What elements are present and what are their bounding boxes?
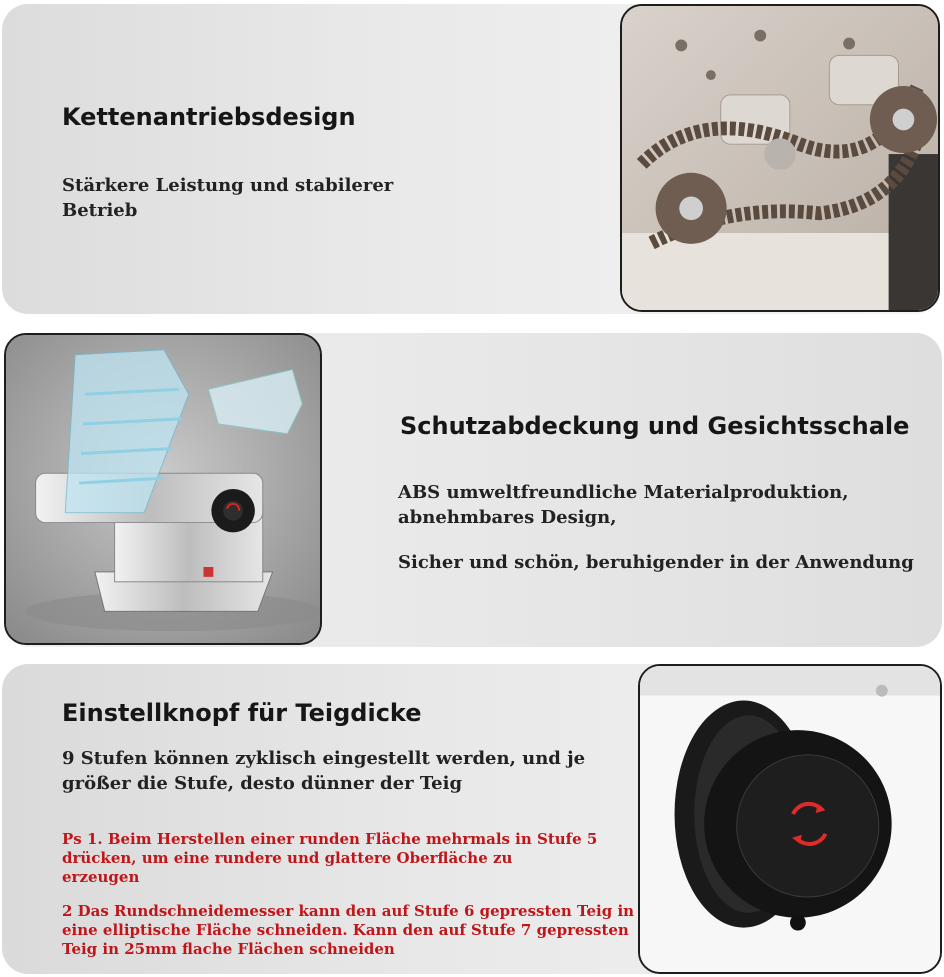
text-line: Betrieb: [62, 200, 138, 221]
section-text-thickness-knob: [62, 746, 585, 796]
text-line: größer die Stufe, desto dünner der Teig: [62, 773, 463, 794]
text-line: Sicher und schön, beruhigender in der Anwendung: [398, 552, 914, 573]
section-title-thickness-knob: Einstellknopf für Teigdicke: [62, 699, 422, 727]
section-text-cover: [398, 480, 914, 575]
thickness-knob-photo: [638, 664, 942, 974]
note-line: 2 Das Rundschneidemesser kann den auf Stufe 6 gepressten Teig in: [62, 902, 635, 920]
text-line: abnehmbares Design,: [398, 507, 617, 528]
usage-note-1: [62, 830, 597, 887]
note-line: Teig in 25mm flache Flächen schneiden: [62, 940, 395, 958]
text-line: Stärkere Leistung und stabilerer: [62, 175, 394, 196]
note-line: erzeugen: [62, 868, 140, 886]
pasta-machine-cover-photo: [4, 333, 322, 645]
section-title-chain-drive: Kettenantriebsdesign: [62, 103, 356, 131]
text-line: ABS umweltfreundliche Materialproduktion,: [398, 482, 849, 503]
text-line: 9 Stufen können zyklisch eingestellt werden, und je: [62, 748, 586, 769]
section-title-cover: Schutzabdeckung und Gesichtsschale: [400, 412, 910, 440]
section-text-chain-drive: [62, 173, 393, 223]
note-line: Ps 1. Beim Herstellen einer runden Fläche mehrmals in Stufe 5: [62, 830, 598, 848]
note-line: drücken, um eine rundere und glattere Oberfläche zu: [62, 849, 513, 867]
usage-note-2: [62, 902, 634, 959]
note-line: eine elliptische Fläche schneiden. Kann den auf Stufe 7 gepressten: [62, 921, 629, 939]
chain-drive-photo: [620, 4, 940, 312]
